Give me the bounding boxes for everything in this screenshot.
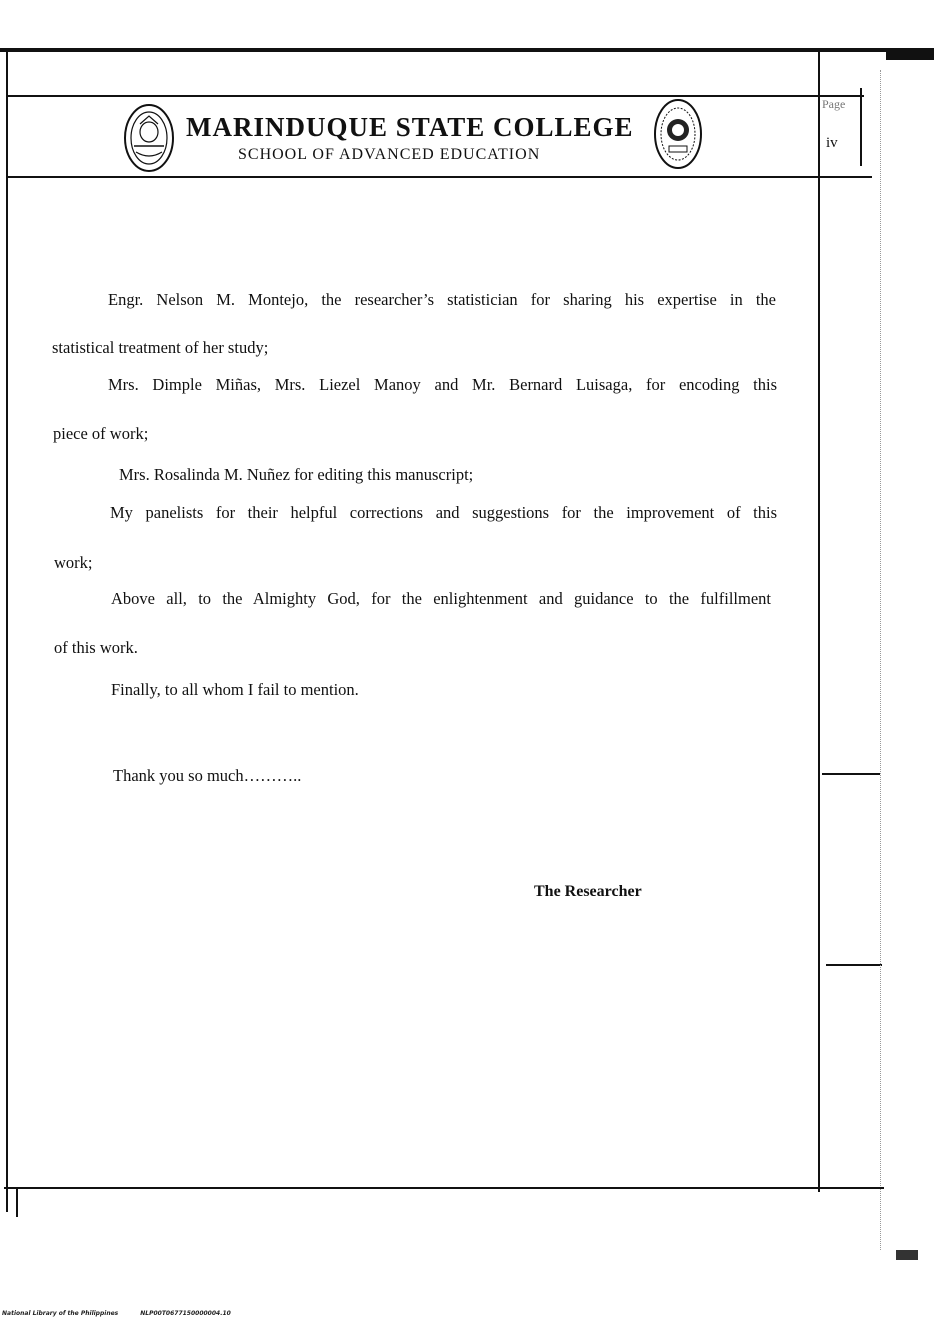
bottom-left-tick: [16, 1189, 18, 1217]
paragraph-5-line-1: Above all, to the Almighty God, for the enlightenment and guidance to the fulfillment: [111, 589, 771, 608]
paragraph-2-line-2: piece of work;: [53, 424, 149, 443]
header-bottom-rule: [6, 176, 872, 178]
college-name: MARINDUQUE STATE COLLEGE: [186, 112, 634, 142]
footer-watermark: [2, 1310, 231, 1317]
paragraph-6-line-1: Finally, to all whom I fail to mention.: [111, 680, 359, 699]
paragraph-4-line-2: work;: [54, 553, 93, 572]
far-right-dotted-line: [880, 70, 882, 1250]
paragraph-1-line-2: statistical treatment of her study;: [52, 338, 269, 357]
page-box-right-line: [860, 88, 862, 166]
college-seal-icon: [122, 102, 176, 174]
page-label: Page: [822, 97, 846, 111]
header-top-rule: [6, 95, 864, 97]
bottom-border: [4, 1187, 884, 1189]
paragraph-4-line-1: My panelists for their helpful corrections and suggestions for the improvement of this: [110, 503, 777, 522]
thanks-line: Thank you so much………..: [113, 766, 302, 785]
school-seal-icon: [652, 96, 704, 172]
right-margin-line: [818, 52, 820, 1192]
right-tab-mark-1: [822, 773, 880, 775]
left-margin-line: [6, 52, 8, 1212]
paragraph-1-line-1: Engr. Nelson M. Montejo, the researcher’s statistician for sharing his expertise in the: [108, 290, 776, 309]
paragraph-3-line-1: Mrs. Rosalinda M. Nuñez for editing this manuscript;: [119, 465, 474, 484]
bottom-right-corner: [896, 1250, 918, 1260]
top-border-corner: [886, 50, 934, 60]
right-tab-mark-2: [826, 964, 882, 966]
page-number: iv: [826, 135, 838, 151]
footer-library: National Library of the Philippines: [2, 1310, 119, 1317]
footer-code: NLP00T0677150000004.10: [140, 1310, 231, 1317]
school-name: SCHOOL OF ADVANCED EDUCATION: [238, 146, 541, 163]
paragraph-5-line-2: of this work.: [54, 638, 138, 657]
top-border: [0, 48, 934, 52]
signature: The Researcher: [534, 883, 642, 900]
paragraph-2-line-1: Mrs. Dimple Miñas, Mrs. Liezel Manoy and Mr. Bernard Luisaga, for encoding this: [108, 375, 777, 394]
